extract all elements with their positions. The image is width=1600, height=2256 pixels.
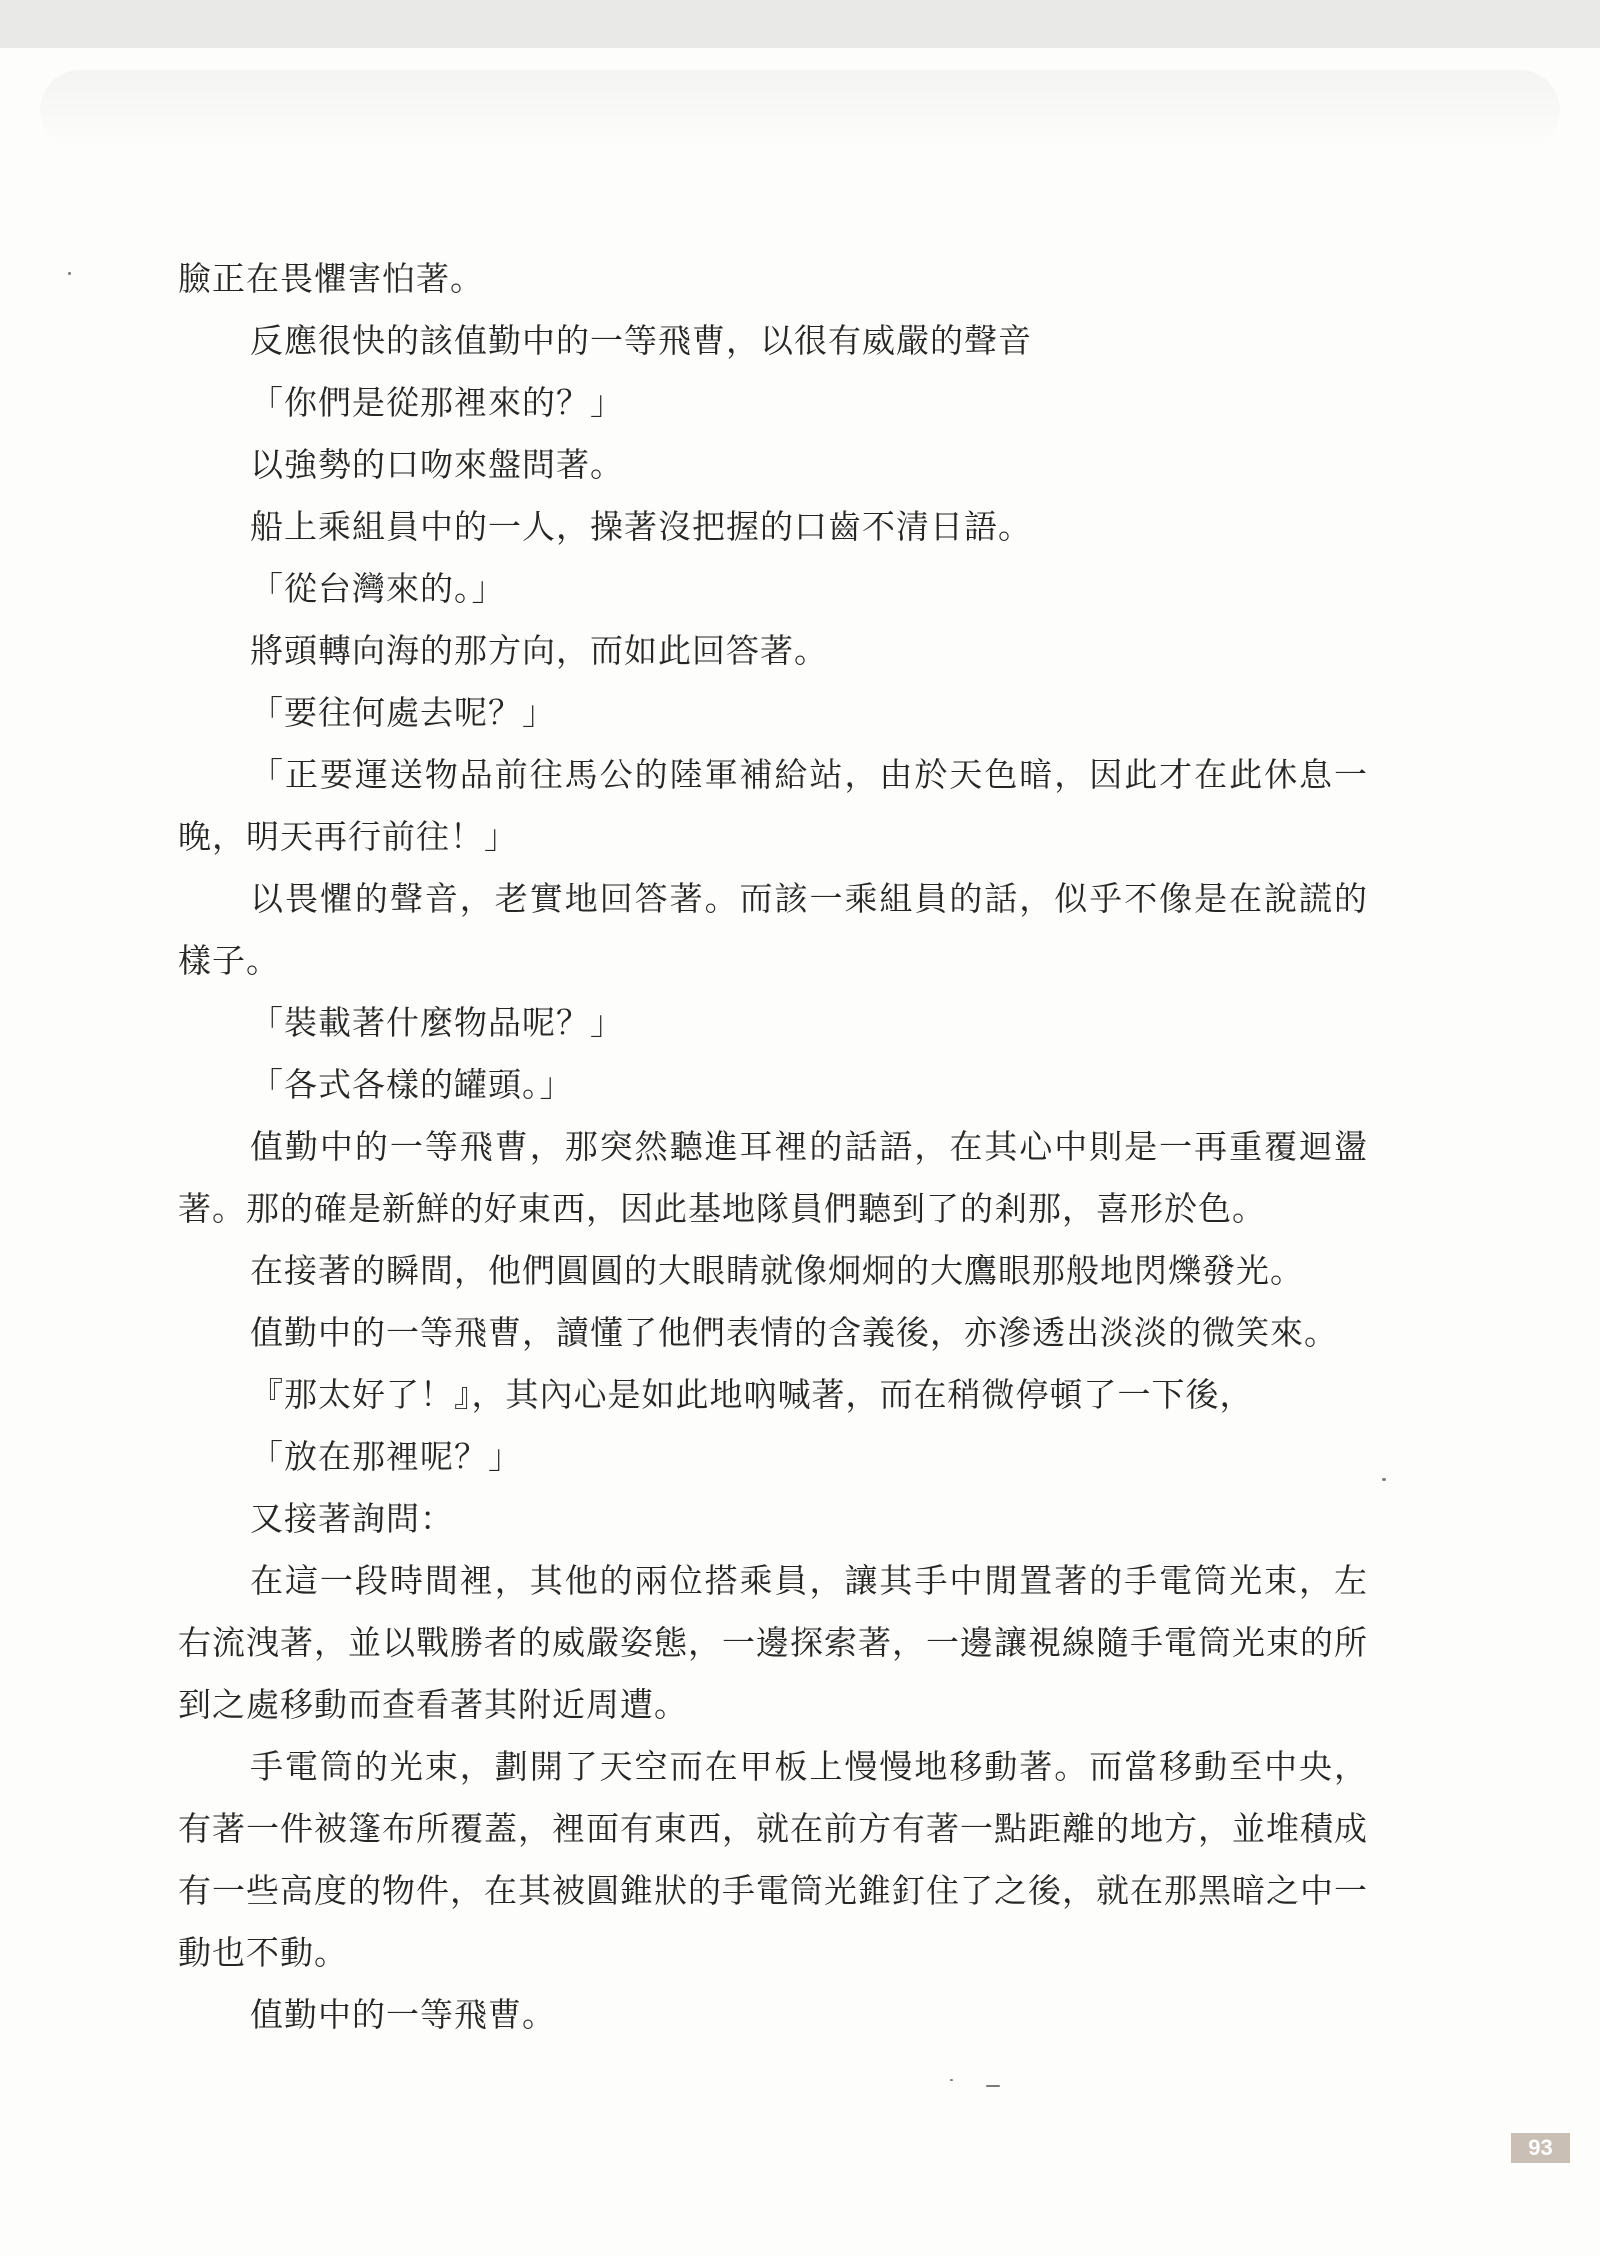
paragraph: 將頭轉向海的那方向，而如此回答著。 — [250, 631, 828, 670]
scan-shadow — [40, 70, 1560, 150]
paragraph: 臉正在畏懼害怕著。 — [178, 259, 484, 298]
scan-speck — [68, 272, 71, 275]
paragraph: 「放在那裡呢？」 — [250, 1437, 522, 1476]
paragraph: 在這一段時間裡，其他的兩位搭乘員，讓其手中閒置著的手電筒光束，左右流洩著，並以戰勝者的威嚴姿態，一邊探索著，一邊讓視線隨手電筒光束的所到之處移動而查看著其附近周遭。 — [178, 1561, 1368, 1724]
paragraph: 值勤中的一等飛曹。 — [250, 1995, 556, 2034]
paragraph: 「正要運送物品前往馬公的陸軍補給站，由於天色暗，因此才在此休息一晚，明天再行前往！」 — [178, 755, 1368, 856]
paragraph: 又接著詢問： — [250, 1499, 454, 1538]
paragraph: 值勤中的一等飛曹，那突然聽進耳裡的話語，在其心中則是一再重覆迴盪著。那的確是新鮮的好東西，因此基地隊員們聽到了的剎那，喜形於色。 — [178, 1127, 1368, 1228]
paragraph: 船上乘組員中的一人，操著沒把握的口齒不清日語。 — [250, 507, 1032, 546]
scan-speck — [950, 2079, 953, 2081]
paragraph: 值勤中的一等飛曹，讀懂了他們表情的含義後，亦滲透出淡淡的微笑來。 — [250, 1313, 1338, 1352]
paragraph: 「裝載著什麼物品呢？」 — [250, 1003, 624, 1042]
body-text — [178, 248, 1368, 2046]
page-top-edge — [0, 0, 1600, 48]
scan-speck — [1382, 1478, 1386, 1481]
paragraph: 「各式各樣的罐頭。」 — [250, 1065, 574, 1104]
paragraph: 「要往何處去呢？」 — [250, 693, 556, 732]
paragraph: 「你們是從那裡來的？」 — [250, 383, 624, 422]
paragraph: 以畏懼的聲音，老實地回答著。而該一乘組員的話，似乎不像是在說謊的樣子。 — [178, 879, 1368, 980]
paragraph: 在接著的瞬間，他們圓圓的大眼睛就像炯炯的大鷹眼那般地閃爍發光。 — [250, 1251, 1304, 1290]
page-number: 93 — [1511, 2133, 1570, 2163]
paragraph: 「從台灣來的。」 — [250, 569, 506, 608]
paragraph: 反應很快的該值勤中的一等飛曹，以很有威嚴的聲音 — [250, 321, 1032, 360]
paragraph: 手電筒的光束，劃開了天空而在甲板上慢慢地移動著。而當移動至中央，有著一件被篷布所覆蓋，裡面有東西，就在前方有著一點距離的地方，並堆積成有一些高度的物件，在其被圓錐狀的手電筒光錐釘住了之後，就在那黑暗之中一動也不動。 — [178, 1747, 1368, 1972]
paragraph: 『那太好了！』，其內心是如此地吶喊著，而在稍微停頓了一下後， — [250, 1375, 1254, 1414]
scan-speck — [986, 2085, 1000, 2087]
paragraph: 以強勢的口吻來盤問著。 — [250, 445, 624, 484]
